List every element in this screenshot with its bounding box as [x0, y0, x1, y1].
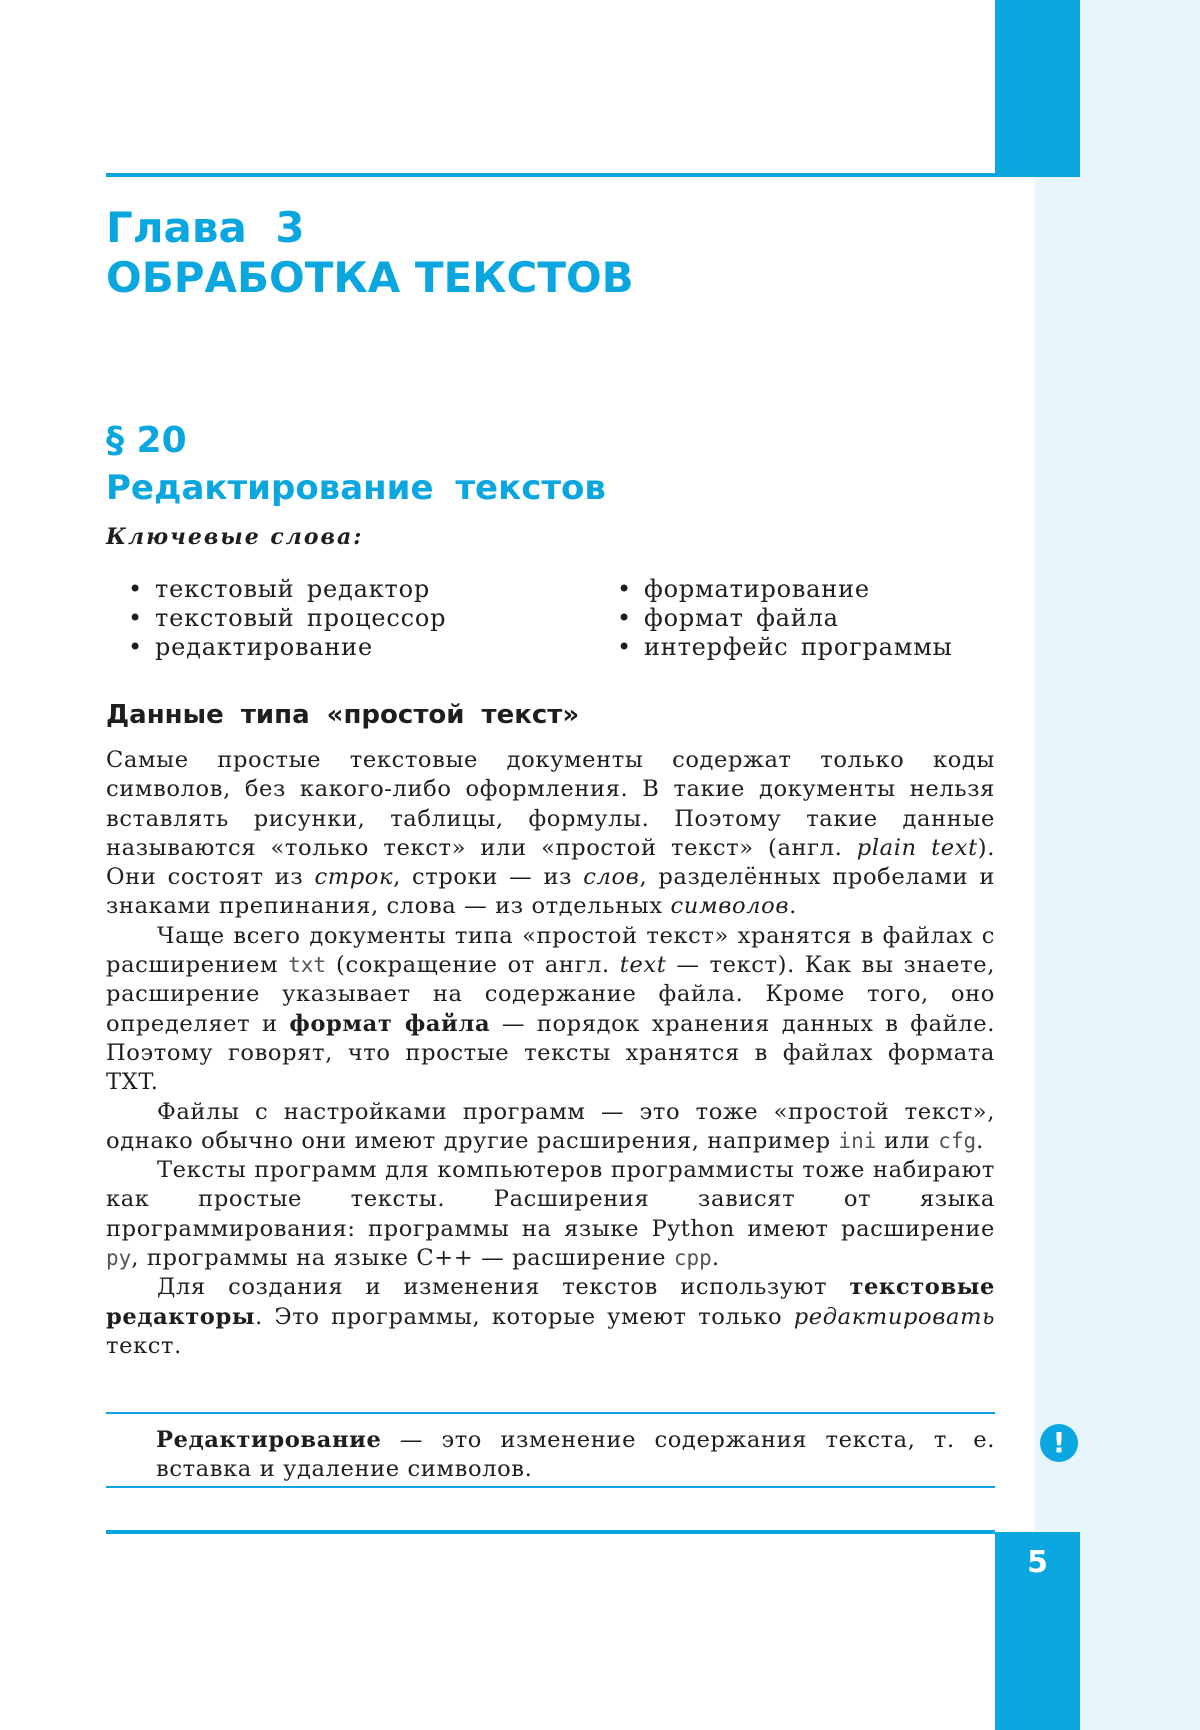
- body-text: [106, 746, 995, 1361]
- keywords-list-left: [128, 575, 446, 662]
- paragraph: Для создания и изменения текстов используют текстовые редакторы. Это программы, которые умеют только редактировать текст.: [106, 1274, 995, 1359]
- paragraph: Самые простые текстовые документы содержат только коды символов, без какого-либо оформления. В такие документы нельзя вставлять рисунки, таблицы, формулы. Поэтому такие данные называются «только текст» или «простой текст» (англ. plain text). Они состоят из строк, строки — из слов, разделённых пробелами и знаками препинания, слова — из отдельных символов.: [106, 747, 995, 920]
- definition-text: — это изменение содержания текста, т. е. вставка и удаление символов.: [156, 1427, 995, 1483]
- chapter-label: Глава 3: [106, 203, 305, 252]
- keyword-item: • форматирование: [617, 575, 953, 604]
- exclamation-icon: !: [1040, 1424, 1078, 1462]
- keyword-item: • текстовый редактор: [128, 575, 446, 604]
- side-block-top: [995, 0, 1080, 177]
- paragraph: Чаще всего документы типа «простой текст» хранятся в файлах с расширением txt (сокращение от англ. text — текст). Как вы знаете, расширение указывает на содержание файла. Кроме того, оно определяет и формат файла — порядок хранения данных в файле. Поэтому говорят, что простые тексты хранятся в файлах формата TXT.: [106, 922, 996, 1096]
- subsection-heading: Данные типа «простой текст»: [106, 700, 580, 730]
- keyword-item: • формат файла: [617, 604, 953, 633]
- page-number: 5: [1027, 1545, 1048, 1580]
- keyword-item: • текстовый процессор: [128, 604, 446, 633]
- keywords-label: Ключевые слова:: [106, 524, 364, 550]
- paragraph: Тексты программ для компьютеров программисты тоже набирают как простые тексты. Расширения зависят от языка программирования: программы на языке Python имеют расширение py, программы на языке C++ — расширение cpp.: [106, 1157, 995, 1272]
- keywords-list-right: [617, 575, 953, 662]
- keyword-item: • интерфейс программы: [617, 633, 953, 662]
- definition-box: [106, 1412, 995, 1488]
- footer-rule: [106, 1530, 995, 1534]
- keyword-item: • редактирование: [128, 633, 446, 662]
- side-strip: [1035, 0, 1200, 1730]
- section-title: Редактирование текстов: [106, 468, 606, 508]
- header-rule: [106, 173, 995, 177]
- paragraph: Файлы с настройками программ — это тоже «простой текст», однако обычно они имеют другие расширения, например ini или cfg.: [106, 1098, 995, 1154]
- chapter-title: ОБРАБОТКА ТЕКСТОВ: [106, 253, 634, 302]
- definition-term: Редактирование: [156, 1427, 382, 1453]
- section-number: § 20: [106, 420, 187, 461]
